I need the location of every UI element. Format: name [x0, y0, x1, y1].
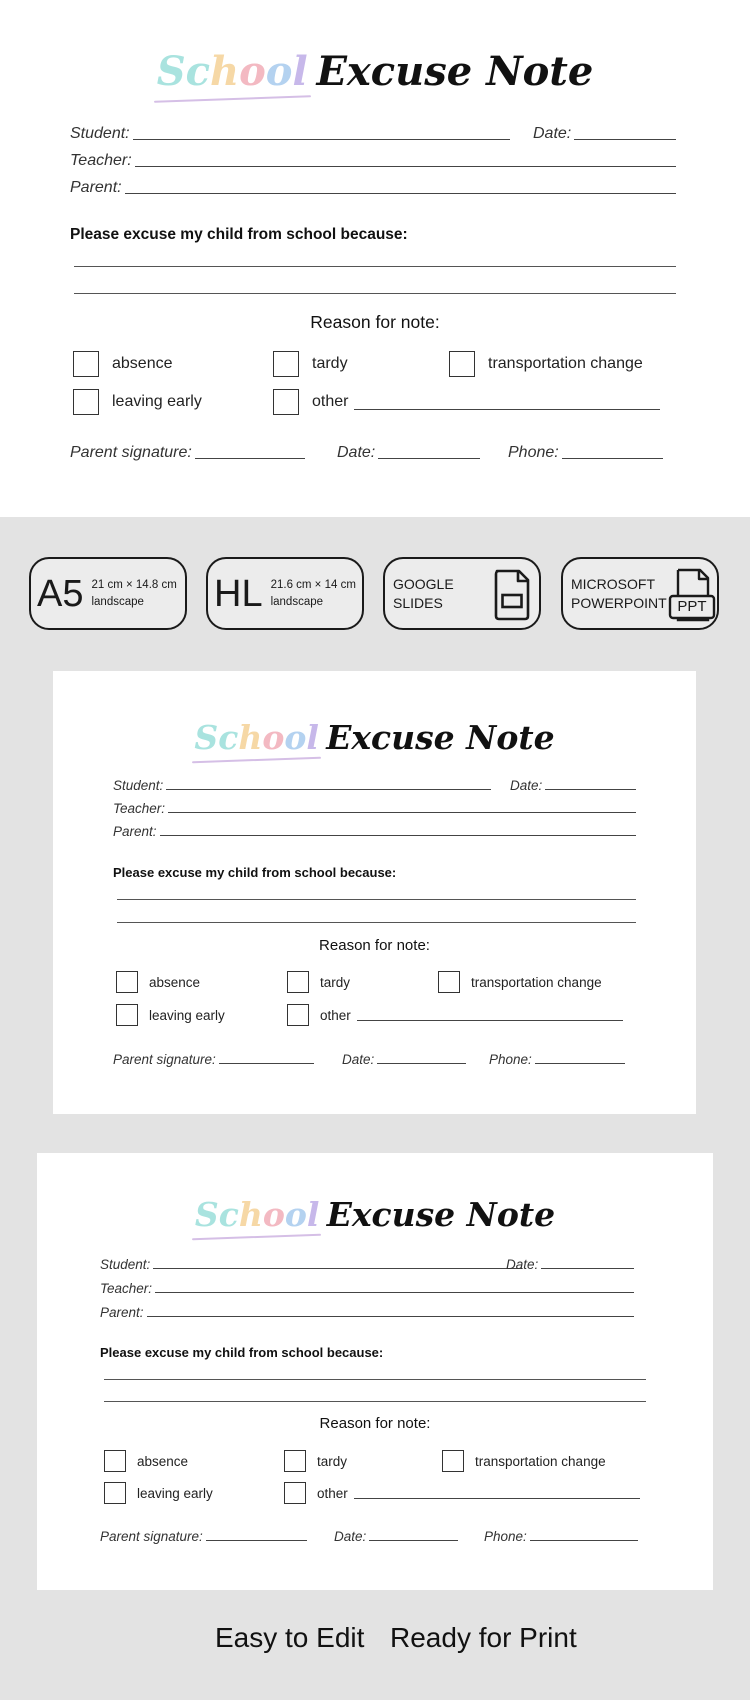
ppt-icon-label: PPT	[677, 598, 707, 615]
checkbox-box[interactable]	[104, 1450, 126, 1472]
tardy-label: tardy	[320, 974, 351, 990]
student-field[interactable]	[113, 778, 491, 793]
ready-for-print-text: Ready for Print	[390, 1622, 577, 1653]
reason-line-1[interactable]	[74, 266, 676, 267]
hl-orientation: landscape	[270, 595, 324, 608]
teacher-field[interactable]	[113, 801, 636, 816]
absence-label: absence	[137, 1453, 189, 1469]
phone-label: Phone:	[489, 1052, 532, 1067]
reason-line-1[interactable]	[117, 899, 636, 900]
reason-heading: Reason for note:	[319, 1415, 431, 1432]
tardy-checkbox[interactable]	[287, 971, 350, 993]
title-letter: School	[194, 718, 319, 757]
date-field[interactable]	[506, 1257, 634, 1272]
a5-size-badge	[29, 557, 187, 630]
leaving-early-label: leaving early	[112, 393, 202, 410]
signature-date-field[interactable]	[342, 1052, 466, 1067]
teacher-label: Teacher:	[70, 152, 132, 169]
phone-label: Phone:	[484, 1529, 527, 1544]
leaving-early-checkbox[interactable]	[116, 1004, 225, 1026]
reason-heading: Reason for note:	[319, 937, 430, 954]
title-excuse-note: Excuse Note	[326, 1195, 556, 1234]
leaving-early-checkbox[interactable]	[73, 389, 202, 415]
checkbox-box[interactable]	[449, 351, 475, 377]
excuse-label: Please excuse my child from school because:	[113, 865, 397, 880]
reason-line-2[interactable]	[74, 293, 676, 294]
parent-label: Parent:	[70, 179, 122, 196]
google-slides-line1: GOOGLE	[393, 575, 454, 592]
signature-date-field[interactable]	[337, 444, 480, 462]
reason-line-2[interactable]	[104, 1401, 646, 1402]
other-checkbox[interactable]	[273, 389, 660, 415]
parent-signature-label: Parent signature:	[70, 444, 192, 461]
a5-dimensions: 21 cm × 14.8 cm	[91, 578, 177, 591]
absence-checkbox[interactable]	[73, 351, 173, 377]
date-label: Date:	[506, 1257, 539, 1272]
date-field[interactable]	[533, 125, 676, 143]
transportation-change-checkbox[interactable]	[438, 971, 602, 993]
hl-size-label: HL	[214, 572, 263, 615]
tardy-label: tardy	[312, 355, 348, 372]
google-slides-line2: SLIDES	[393, 594, 443, 611]
phone-label: Phone:	[508, 444, 559, 461]
teacher-label: Teacher:	[100, 1281, 153, 1296]
parent-signature-field[interactable]	[100, 1529, 307, 1544]
parent-signature-field[interactable]	[113, 1052, 314, 1067]
title-school-word	[195, 1195, 320, 1234]
checkbox-box[interactable]	[116, 971, 138, 993]
google-slides-badge	[383, 557, 541, 630]
transportation-change-label: transportation change	[475, 1453, 606, 1469]
checkbox-box[interactable]	[273, 351, 299, 377]
hl-dimensions: 21.6 cm × 14 cm	[270, 578, 356, 591]
excuse-note-form	[53, 671, 696, 1114]
other-label: other	[320, 1007, 351, 1023]
parent-signature-field[interactable]	[70, 444, 305, 462]
note-title	[37, 1195, 713, 1234]
other-checkbox[interactable]	[287, 1004, 623, 1026]
note-title	[53, 718, 696, 757]
absence-checkbox[interactable]	[104, 1450, 188, 1472]
excuse-label: Please excuse my child from school because:	[100, 1345, 384, 1360]
title-letter: School	[194, 1195, 320, 1234]
note-title	[0, 48, 750, 95]
phone-field[interactable]	[508, 444, 663, 462]
student-field[interactable]	[100, 1257, 522, 1272]
student-label: Student:	[113, 778, 164, 793]
parent-signature-label: Parent signature:	[113, 1052, 216, 1067]
checkbox-box[interactable]	[287, 971, 309, 993]
parent-label: Parent:	[100, 1305, 144, 1320]
teacher-label: Teacher:	[113, 801, 166, 816]
transportation-change-checkbox[interactable]	[449, 351, 643, 377]
checkbox-box[interactable]	[73, 389, 99, 415]
absence-checkbox[interactable]	[116, 971, 200, 993]
title-school-word	[157, 48, 308, 95]
excuse-note-form	[37, 1153, 713, 1590]
signature-date-label: Date:	[342, 1052, 375, 1067]
reason-line-2[interactable]	[117, 922, 636, 923]
reason-heading: Reason for note:	[310, 312, 440, 332]
reason-line-1[interactable]	[104, 1379, 646, 1380]
title-school-word	[194, 718, 319, 757]
powerpoint-badge	[561, 557, 719, 630]
title-excuse-note: Excuse Note	[326, 718, 555, 757]
transportation-change-checkbox[interactable]	[442, 1450, 606, 1472]
other-line[interactable]	[357, 1020, 623, 1021]
teacher-field[interactable]	[70, 152, 676, 170]
signature-date-field[interactable]	[334, 1529, 458, 1544]
a5-size-label: A5	[37, 572, 84, 615]
other-line[interactable]	[354, 1498, 640, 1499]
powerpoint-line1: MICROSOFT	[571, 575, 655, 592]
easy-to-edit-text: Easy to Edit	[215, 1622, 365, 1653]
leaving-early-label: leaving early	[137, 1485, 213, 1501]
hl-size-badge	[206, 557, 364, 630]
parent-field[interactable]	[113, 824, 636, 839]
checkbox-box[interactable]	[438, 971, 460, 993]
checkbox-box[interactable]	[104, 1482, 126, 1504]
title-excuse-note: Excuse Note	[316, 48, 594, 95]
parent-label: Parent:	[113, 824, 157, 839]
note-preview-card-hl	[37, 1153, 713, 1590]
checkbox-box[interactable]	[442, 1450, 464, 1472]
checkbox-box[interactable]	[116, 1004, 138, 1026]
student-label: Student:	[70, 125, 130, 142]
powerpoint-line2: POWERPOINT	[571, 594, 667, 611]
checkbox-box[interactable]	[284, 1482, 306, 1504]
transportation-change-label: transportation change	[488, 355, 643, 372]
tardy-checkbox[interactable]	[284, 1450, 347, 1472]
teacher-field[interactable]	[100, 1281, 634, 1296]
tardy-checkbox[interactable]	[273, 351, 348, 377]
checkbox-box[interactable]	[284, 1450, 306, 1472]
absence-label: absence	[149, 974, 201, 990]
phone-field[interactable]	[484, 1529, 638, 1544]
checkbox-box[interactable]	[273, 389, 299, 415]
slides-file-icon	[493, 569, 531, 621]
ppt-file-icon	[668, 567, 716, 623]
other-line[interactable]	[354, 409, 660, 410]
tardy-label: tardy	[317, 1453, 348, 1469]
parent-field[interactable]	[100, 1305, 634, 1320]
signature-date-label: Date:	[334, 1529, 367, 1544]
checkbox-box[interactable]	[287, 1004, 309, 1026]
other-label: other	[317, 1485, 348, 1501]
date-label: Date:	[510, 778, 543, 793]
signature-date-label: Date:	[337, 444, 376, 461]
note-preview-card-a5	[53, 671, 696, 1114]
leaving-early-label: leaving early	[149, 1007, 225, 1023]
top-note-panel	[0, 0, 750, 517]
leaving-early-checkbox[interactable]	[104, 1482, 213, 1504]
other-label: other	[312, 393, 349, 410]
excuse-label: Please excuse my child from school because:	[70, 226, 408, 243]
phone-field[interactable]	[489, 1052, 625, 1067]
date-label: Date:	[533, 125, 572, 142]
absence-label: absence	[112, 355, 173, 372]
checkbox-box[interactable]	[73, 351, 99, 377]
a5-orientation: landscape	[91, 595, 144, 608]
other-checkbox[interactable]	[284, 1482, 640, 1504]
transportation-change-label: transportation change	[471, 974, 602, 990]
parent-field[interactable]	[70, 179, 676, 197]
date-field[interactable]	[510, 778, 636, 793]
parent-signature-label: Parent signature:	[100, 1529, 203, 1544]
student-field[interactable]	[70, 125, 510, 143]
excuse-note-form	[0, 0, 750, 517]
student-label: Student:	[100, 1257, 151, 1272]
title-letter: School	[156, 48, 308, 95]
